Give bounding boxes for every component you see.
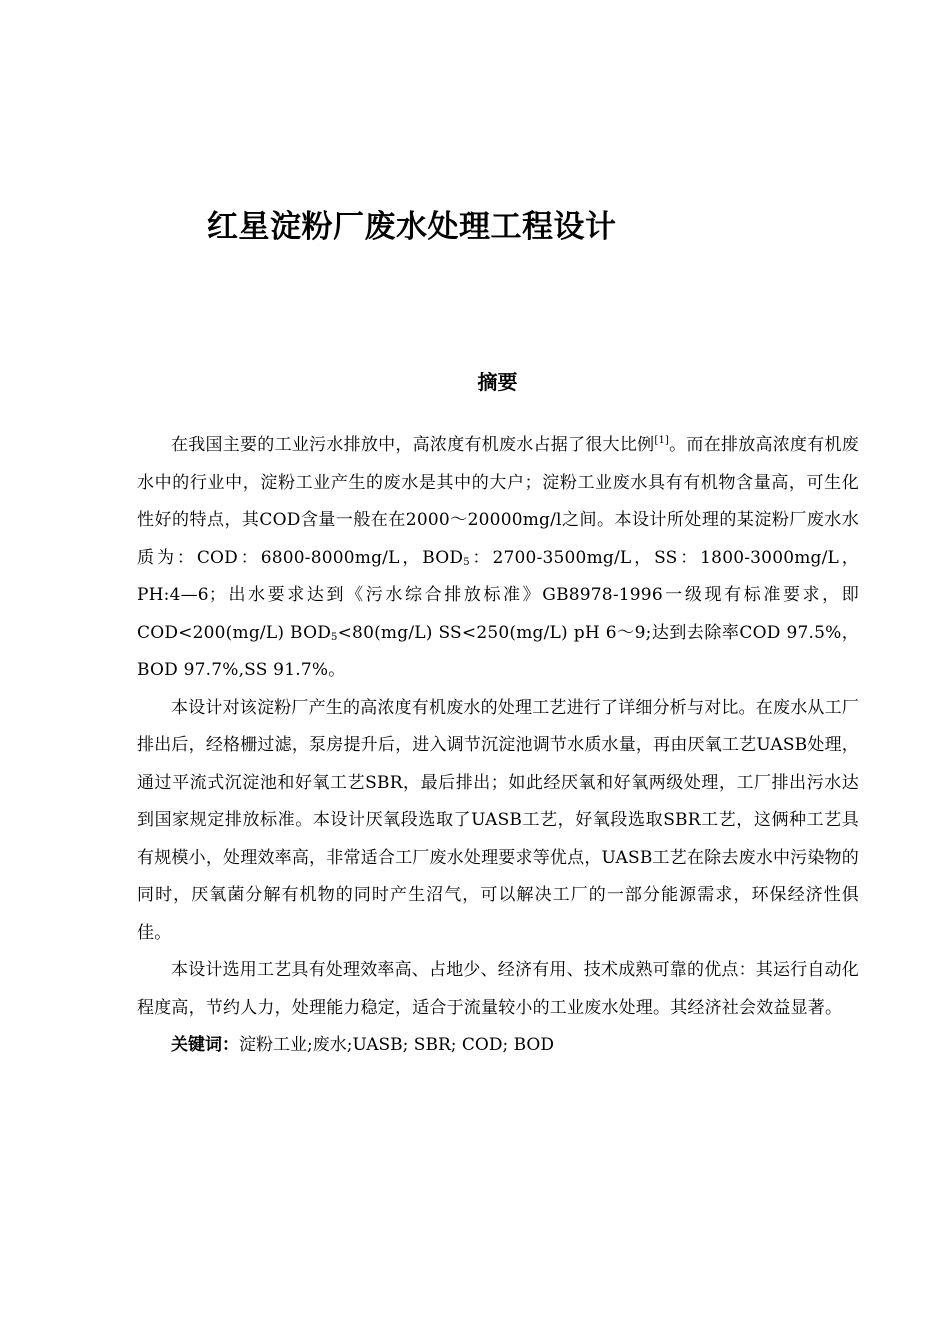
keywords-value: 淀粉工业;废水;UASB; SBR; COD; BOD [239,1035,554,1055]
abstract-p1-text-b: 。而在排放高浓度有机废水中的行业中，淀粉工业产生的废水是其中的大户；淀粉工业废水具有有机物含量高，可生化性好的特点，其COD含量一般在在2000～20000mg/l之间。本设计所处理的某淀粉厂废水水质为：COD：6800-8000mg/L，BOD [137,435,859,568]
keywords-label: 关键词： [171,1035,239,1055]
abstract-paragraph-1 [137,427,859,690]
abstract-p1-text-c: ：2700-3500mg/L，SS：1800-3000mg/L，PH:4—6；出水要求达到《污水综合排放标准》GB8978-1996一级现有标准要求，即COD<200(mg/L) BOD [137,547,859,643]
abstract-p1-text-d: <80(mg/L) SS<250(mg/L) pH 6～9;达到去除率COD 97.5%，BOD 97.7%,SS 91.7%。 [137,622,860,680]
abstract-heading: 摘要 [477,370,518,394]
bod-subscript-2: 5 [331,631,338,643]
abstract-paragraph-2: 本设计对该淀粉厂产生的高浓度有机废水的处理工艺进行了详细分析与对比。在废水从工厂排出后，经格栅过滤，泵房提升后，进入调节沉淀池调节水质水量，再由厌氧工艺UASB处理，通过平流式沉淀池和好氧工艺SBR，最后排出；如此经厌氧和好氧两级处理，工厂排出污水达到国家规定排放标准。本设计厌氧段选取了UASB工艺，好氧段选取SBR工艺，这俩种工艺具有规模小，处理效率高，非常适合工厂废水处理要求等优点，UASB工艺在除去废水中污染物的同时，厌氧菌分解有机物的同时产生沼气，可以解决工厂的一部分能源需求，环保经济性俱佳。 [137,697,859,943]
keywords-line [137,1027,859,1065]
abstract-body [137,427,859,1065]
abstract-p1-text-a: 在我国主要的工业污水排放中，高浓度有机废水占据了很大比例 [171,435,655,455]
document-title: 红星淀粉厂废水处理工程设计 [207,209,617,245]
bod-subscript-1: 5 [463,556,470,568]
abstract-paragraph-3: 本设计选用工艺具有处理效率高、占地少、经济有用、技术成熟可靠的优点：其运行自动化程度高，节约人力，处理能力稳定，适合于流量较小的工业废水处理。其经济社会效益显著。 [137,960,859,1018]
citation-ref: [1] [654,435,670,446]
